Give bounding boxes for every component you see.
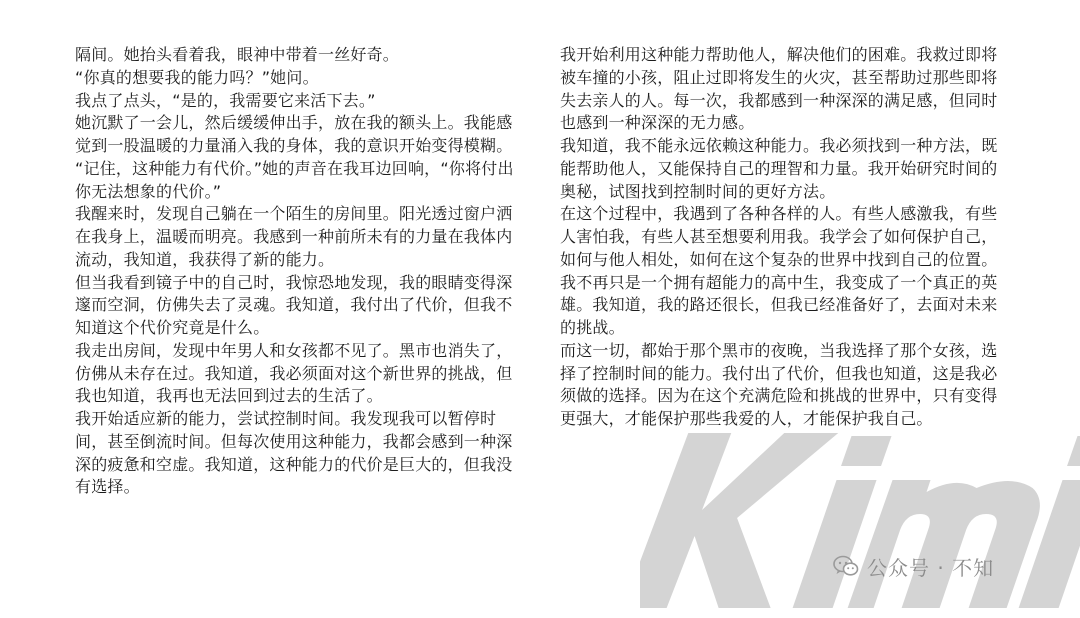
wechat-icon [833, 555, 859, 577]
wechat-account-watermark [833, 551, 994, 581]
paragraph: 我知道，我不能永远依赖这种能力。我必须找到一种方法，既能帮助他人，又能保持自己的理智和力量。我开始研究时间的奥秘，试图找到控制时间的更好方法。 [560, 136, 998, 201]
paragraph: 在这个过程中，我遇到了各种各样的人。有些人感激我，有些人害怕我，有些人甚至想要利用我。我学会了如何保护自己，如何与他人相处，如何在这个复杂的世界中找到自己的位置。 [560, 204, 998, 269]
paragraph: 我走出房间，发现中年男人和女孩都不见了。黑市也消失了，仿佛从未存在过。我知道，我必须面对这个新世界的挑战，但我也知道，我再也无法回到过去的生活了。 [75, 340, 513, 406]
kimi-watermark-logo [640, 418, 1080, 618]
paragraph: “你真的想要我的能力吗？”她问。 [75, 67, 319, 87]
paragraph: 而这一切，都始于那个黑市的夜晚，当我选择了那个女孩，选择了控制时间的能力。我付出了代价，但我也知道，这是我必须做的选择。因为在这个充满危险和挑战的世界中，只有变得更强大，才能保护那些我爱的人，才能保护我自己。 [560, 340, 998, 428]
paragraph: 但当我看到镜子中的自己时，我惊恐地发现，我的眼睛变得深邃而空洞，仿佛失去了灵魂。我知道，我付出了代价，但我不知道这个代价究竟是什么。 [75, 272, 513, 337]
right-column [560, 44, 1005, 431]
paragraph: 我不再只是一个拥有超能力的高中生，我变成了一个真正的英雄。我知道，我的路还很长，但我已经准备好了，去面对未来的挑战。 [560, 272, 998, 337]
paragraph: 我开始适应新的能力，尝试控制时间。我发现我可以暂停时间，甚至倒流时间。但每次使用这种能力，我都会感到一种深深的疲惫和空虚。我知道，这种能力的代价是巨大的，但我没有选择。 [75, 409, 513, 497]
account-name: 公众号 · 不知 [867, 555, 995, 580]
paragraph: “记住，这种能力有代价。”她的声音在我耳边回响，“你将付出你无法想象的代价。” [75, 158, 514, 201]
left-column [75, 44, 520, 499]
paragraph: 我开始利用这种能力帮助他人，解决他们的困难。我救过即将被车撞的小孩，阻止过即将发生的火灾，甚至帮助过那些即将失去亲人的人。每一次，我都感到一种深深的满足感，但同时也感到一种深深的无力感。 [560, 45, 998, 133]
paragraph: 她沉默了一会儿，然后缓缓伸出手，放在我的额头上。我能感觉到一股温暖的力量涌入我的身体，我的意识开始变得模糊。 [75, 113, 513, 155]
paragraph: 我点了点头，“是的，我需要它来活下去。” [75, 90, 376, 110]
paragraph: 我醒来时，发现自己躺在一个陌生的房间里。阳光透过窗户洒在我身上，温暖而明亮。我感到一种前所未有的力量在我体内流动，我知道，我获得了新的能力。 [75, 204, 513, 269]
paragraph: 隔间。她抬头看着我，眼神中带着一丝好奇。 [75, 45, 400, 64]
